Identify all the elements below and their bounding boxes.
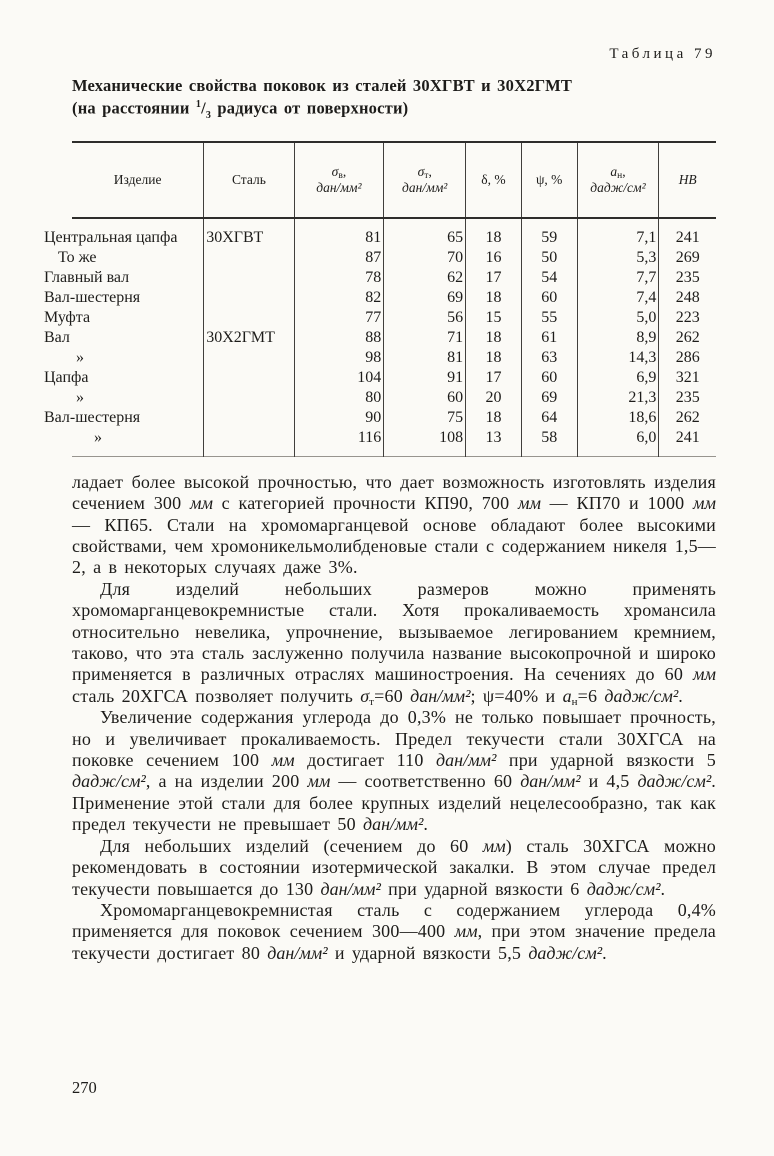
psi-cell: 69 — [521, 388, 577, 408]
table-row — [72, 218, 716, 248]
sigma_v-cell: 90 — [294, 408, 384, 428]
table-row — [72, 348, 716, 368]
delta-cell: 17 — [466, 268, 522, 288]
psi-cell: 60 — [521, 368, 577, 388]
hb-cell: 262 — [659, 328, 716, 348]
table-caption: Таблица 79 — [609, 46, 716, 62]
a_n-cell: 21,3 — [577, 388, 659, 408]
product-cell: Вал — [44, 328, 70, 346]
properties-table — [44, 141, 716, 457]
sigma_t-cell: 70 — [384, 248, 466, 268]
hb-cell: 223 — [659, 308, 716, 328]
psi-cell: 64 — [521, 408, 577, 428]
hb-cell: 241 — [659, 428, 716, 457]
a_n-cell: 5,0 — [577, 308, 659, 328]
product-cell: Вал-шестерня — [44, 288, 141, 306]
sigma_t-cell: 75 — [384, 408, 466, 428]
table-row — [72, 248, 716, 268]
psi-cell: 61 — [521, 328, 577, 348]
a_n-cell: 5,3 — [577, 248, 659, 268]
product-cell: Главный вал — [44, 268, 130, 286]
hb-cell: 248 — [659, 288, 716, 308]
sigma_v-cell: 78 — [294, 268, 384, 288]
product-cell: » — [76, 348, 84, 366]
sigma_v-cell: 81 — [294, 218, 384, 248]
steel-cell — [204, 368, 294, 388]
sigma_v-cell: 77 — [294, 308, 384, 328]
sigma_v-cell: 87 — [294, 248, 384, 268]
psi-cell: 59 — [521, 218, 577, 248]
steel-cell — [204, 408, 294, 428]
table-row — [72, 308, 716, 328]
a_n-cell: 7,7 — [577, 268, 659, 288]
product-cell: То же — [58, 248, 97, 266]
sigma_t-cell: 62 — [384, 268, 466, 288]
delta-cell: 15 — [466, 308, 522, 328]
steel-cell: 30ХГВТ — [204, 218, 294, 248]
product-cell: » — [94, 428, 102, 446]
delta-cell: 18 — [466, 288, 522, 308]
body-paragraph: Хромомарганцевокремнистая сталь с содержанием углерода 0,4% применяется для поковок сечением 300—400 мм, при этом значение предела текучести достигает 80 дан/мм² и ударной вязкости 5,5 дадж/см². — [72, 899, 716, 963]
doc-title-line-1: Механические свойства поковок из сталей 30ХГВТ и 30Х2ГМТ — [72, 76, 573, 95]
column-header-steel: Сталь — [204, 142, 294, 218]
steel-cell — [204, 288, 294, 308]
table-row — [72, 428, 716, 457]
table-header-row — [72, 142, 716, 218]
steel-cell — [204, 428, 294, 457]
page-number: 270 — [72, 1078, 97, 1097]
a_n-cell: 6,9 — [577, 368, 659, 388]
delta-cell: 18 — [466, 348, 522, 368]
product-cell: Цапфа — [44, 368, 89, 386]
a_n-cell: 14,3 — [577, 348, 659, 368]
hb-cell: 262 — [659, 408, 716, 428]
column-header-sigma_v: $\sigma_в$, дан/мм² — [294, 142, 384, 218]
steel-cell: 30Х2ГМТ — [204, 328, 294, 348]
sigma_v-cell: 116 — [294, 428, 384, 457]
sigma_t-cell: 81 — [384, 348, 466, 368]
doc-title — [72, 76, 716, 125]
psi-cell: 63 — [521, 348, 577, 368]
psi-cell: 55 — [521, 308, 577, 328]
sigma_v-cell: 80 — [294, 388, 384, 408]
psi-cell: 58 — [521, 428, 577, 457]
sigma_v-cell: 82 — [294, 288, 384, 308]
table-row — [72, 268, 716, 288]
steel-cell — [204, 388, 294, 408]
hb-cell: 235 — [659, 268, 716, 288]
body-paragraph: Увеличение содержания углерода до 0,3% не только повышает прочность, но и увеличивает прокаливаемость. Предел текучести стали 30ХГСА на поковке сечением 100 мм достигает 110 дан/мм² при ударной вязкости 5 дадж/см², а на изделии 200 мм — соответственно 60 дан/мм² и 4,5 дадж/см². Применение этой стали для более крупных изделий нецелесообразно, так как предел текучести не превышает 50 дан/мм². — [72, 707, 717, 835]
psi-cell: 54 — [521, 268, 577, 288]
sigma_t-cell: 71 — [384, 328, 466, 348]
psi-cell: 60 — [521, 288, 577, 308]
column-header-hb: НВ — [659, 142, 716, 218]
body-paragraph: Для изделий небольших размеров можно применять хромомарганцевокремнистые стали. Хотя прокаливаемость хромансила относительно невелика, упрочнение, вызываемое легированием кремнием, таково, что эта сталь заслуженно получила название высокопрочной и широко применяется в различных отраслях машиностроения. На сечениях до 60 мм сталь 20ХГСА позволяет получить $\sigma_т=60$ дан/мм²; ψ=40% и $a_н=6$ дадж/см². — [72, 578, 716, 708]
sigma_v-cell: 98 — [294, 348, 384, 368]
product-cell: Центральная цапфа — [44, 228, 178, 246]
product-cell: Муфта — [44, 308, 91, 326]
delta-cell: 20 — [466, 388, 522, 408]
delta-cell: 18 — [466, 218, 522, 248]
table-row — [72, 408, 716, 428]
sigma_v-cell: 88 — [294, 328, 384, 348]
sigma_v-cell: 104 — [294, 368, 384, 388]
hb-cell: 321 — [659, 368, 716, 388]
table-row — [72, 388, 716, 408]
steel-cell — [204, 308, 294, 328]
psi-cell: 50 — [521, 248, 577, 268]
hb-cell: 269 — [659, 248, 716, 268]
body-text — [72, 472, 716, 964]
sigma_t-cell: 108 — [384, 428, 466, 457]
sigma_t-cell: 60 — [384, 388, 466, 408]
column-header-sigma_t: $\sigma_т$, дан/мм² — [384, 142, 466, 218]
hb-cell: 286 — [659, 348, 716, 368]
table-body — [44, 218, 716, 457]
a_n-cell: 7,4 — [577, 288, 659, 308]
sigma_t-cell: 91 — [384, 368, 466, 388]
steel-cell — [204, 248, 294, 268]
product-cell: Вал-шестерня — [44, 408, 141, 426]
table-header — [72, 142, 716, 218]
column-header-psi: ψ, % — [521, 142, 577, 218]
delta-cell: 18 — [466, 328, 522, 348]
sigma_t-cell: 69 — [384, 288, 466, 308]
a_n-cell: 18,6 — [577, 408, 659, 428]
column-header-delta: δ, % — [466, 142, 522, 218]
a_n-cell: 6,0 — [577, 428, 659, 457]
hb-cell: 235 — [659, 388, 716, 408]
steel-cell — [204, 268, 294, 288]
doc-title-line-2: (на расстоянии $^1/_3$ радиуса от поверхности) — [72, 98, 409, 121]
table-row — [72, 328, 716, 348]
column-header-product: Изделие — [72, 142, 204, 218]
delta-cell: 18 — [466, 408, 522, 428]
product-cell: » — [76, 388, 84, 406]
body-paragraph: Для небольших изделий (сечением до 60 мм) сталь 30ХГСА можно рекомендовать в состоянии изотермической закалки. В этом случае предел текучести повышается до 130 дан/мм² при ударной вязкости 6 дадж/см². — [72, 835, 716, 899]
delta-cell: 16 — [466, 248, 522, 268]
delta-cell: 17 — [466, 368, 522, 388]
a_n-cell: 7,1 — [577, 218, 659, 248]
a_n-cell: 8,9 — [577, 328, 659, 348]
delta-cell: 13 — [466, 428, 522, 457]
column-header-a_n: $a_н$, дадж/см² — [577, 142, 659, 218]
sigma_t-cell: 56 — [384, 308, 466, 328]
hb-cell: 241 — [659, 218, 716, 248]
table-row — [72, 288, 716, 308]
body-paragraph: ладает более высокой прочностью, что дает возможность изготовлять изделия сечением 300 мм с категорией прочности КП90, 700 мм — КП70 и 1000 мм — КП65. Стали на хромомарганцевой основе обладают более высокими свойствами, чем хромоникельмолибденовые стали с содержанием никеля 1,5—2, а в некоторых случаях даже 3%. — [72, 471, 717, 578]
table-row — [72, 368, 716, 388]
steel-cell — [204, 348, 294, 368]
sigma_t-cell: 65 — [384, 218, 466, 248]
